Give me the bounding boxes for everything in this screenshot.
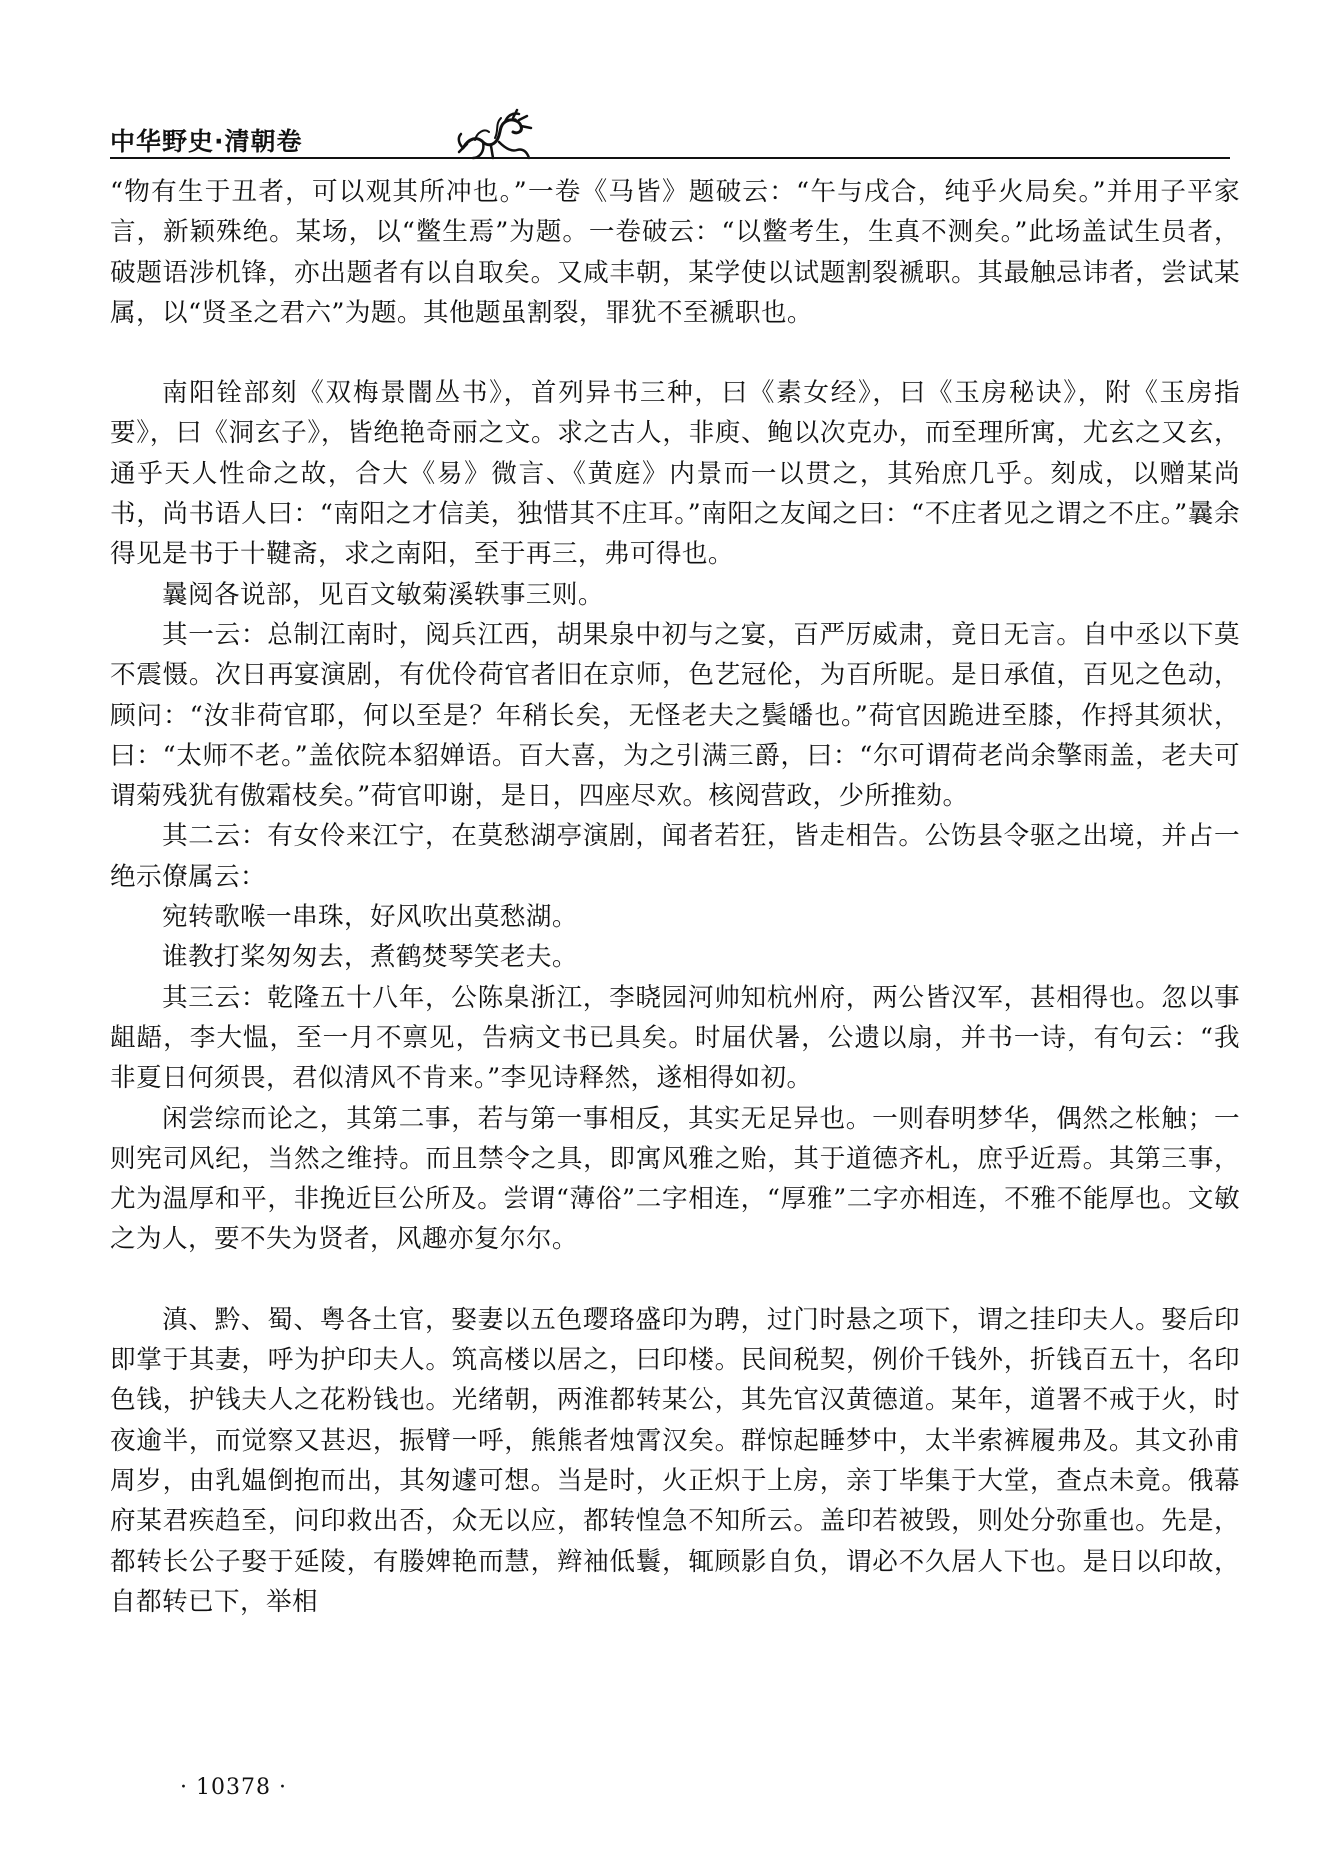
- poem-line: 谁教打桨匆匆去，煮鹤焚琴笑老夫。: [162, 942, 578, 973]
- paragraph: 南阳铨部刻《双梅景闇丛书》，首列异书三种，曰《素女经》，曰《玉房秘诀》，附《玉房指要》，曰《洞玄子》，皆绝艳奇丽之文。求之古人，非庾、鲍以次克办，而至理所寓，尤玄之又玄，通乎天人性命之故，合大《易》微言、《黄庭》内景而一以贯之，其殆庶几乎。刻成，以赠某尚书，尚书语人曰：“南阳之才信美，独惜其不庄耳。”南阳之友闻之曰：“不庄者见之谓之不庄。”曩余得见是书于十鞬斋，求之南阳，至于再三，弗可得也。: [110, 378, 1240, 570]
- paragraph: 其三云：乾隆五十八年，公陈臬浙江，李晓园河帅知杭州府，两公皆汉军，甚相得也。忽以事龃龉，李大愠，至一月不禀见，告病文书已具矣。时届伏暑，公遗以扇，并书一诗，有句云：“我非夏日何须畏，君似清风不肯来。”李见诗释然，遂相得如初。: [110, 982, 1240, 1094]
- body-text: [110, 172, 1240, 1622]
- paragraph: 曩阅各说部，见百文敏菊溪轶事三则。: [162, 579, 604, 610]
- page-header: [110, 112, 1230, 172]
- paragraph: 闲尝综而论之，其第二事，若与第一事相反，其实无足异也。一则春明梦华，偶然之枨触；一则宪司风纪，当然之维持。而且禁令之具，即寓风雅之贻，其于道德齐札，庶乎近焉。其第三事，尤为温厚和平，非挽近巨公所及。尝谓“薄俗”二字相连，“厚雅”二字亦相连，不雅不能厚也。文敏之为人，要不失为贤者，风趣亦复尔尔。: [110, 1103, 1240, 1255]
- header-rule: [110, 157, 1230, 159]
- poem-line: 宛转歌喉一串珠，好风吹出莫愁湖。: [162, 902, 578, 933]
- dragon-icon: [455, 108, 539, 164]
- paragraph: 其二云：有女伶来江宁，在莫愁湖亭演剧，闻者若狂，皆走相告。公饬县令驱之出境，并占一绝示僚属云：: [110, 821, 1240, 892]
- paragraph: “物有生于丑者，可以观其所冲也。”一卷《马皆》题破云：“午与戌合，纯乎火局矣。”并用子平家言，新颖殊绝。某场，以“鳖生焉”为题。一卷破云：“以鳖考生，生真不测矣。”此场盖试生员者，破题语涉机锋，亦出题者有以自取矣。又咸丰朝，某学使以试题割裂褫职。其最触忌讳者，尝试某属，以“贤圣之君六”为题。其他题虽割裂，罪犹不至褫职也。: [110, 177, 1240, 328]
- running-title: 中华野史·清朝卷: [110, 127, 303, 156]
- paragraph: 其一云：总制江南时，阅兵江西，胡果泉中初与之宴，百严厉威肃，竟日无言。自中丞以下莫不震慑。次日再宴演剧，有优伶荷官者旧在京师，色艺冠伦，为百所昵。是日承值，百见之色动，顾问：“汝非荷官耶，何以至是？年稍长矣，无怪老夫之鬓皤也。”荷官因跪进至膝，作捋其须状，曰：“太师不老。”盖依院本貂婵语。百大喜，为之引满三爵，曰：“尔可谓荷老尚余擎雨盖，老夫可谓菊残犹有傲霜枝矣。”荷官叩谢，是日，四座尽欢。核阅营政，少所推劾。: [110, 619, 1240, 812]
- page-number: · 10378 ·: [180, 1775, 287, 1800]
- paragraph: 滇、黔、蜀、粤各土官，娶妻以五色璎珞盛印为聘，过门时悬之项下，谓之挂印夫人。娶后印即掌于其妻，呼为护印夫人。筑高楼以居之，曰印楼。民间税契，例价千钱外，折钱百五十，名印色钱，护钱夫人之花粉钱也。光绪朝，两淮都转某公，其先官汉黄德道。某年，道署不戒于火，时夜逾半，而觉察又甚迟，振臂一呼，熊熊者烛霄汉矣。群惊起睡梦中，太半索裤履弗及。其文孙甫周岁，由乳媪倒抱而出，其匆遽可想。当是时，火正炽于上房，亲丁毕集于大堂，查点未竟。俄幕府某君疾趋至，问印救出否，众无以应，都转惶急不知所云。盖印若被毁，则处分弥重也。先是，都转长公子娶于延陵，有媵婢艳而慧，辫袖低鬟，辄顾影自负，谓必不久居人下也。是日以印故，自都转已下，举相: [110, 1304, 1240, 1617]
